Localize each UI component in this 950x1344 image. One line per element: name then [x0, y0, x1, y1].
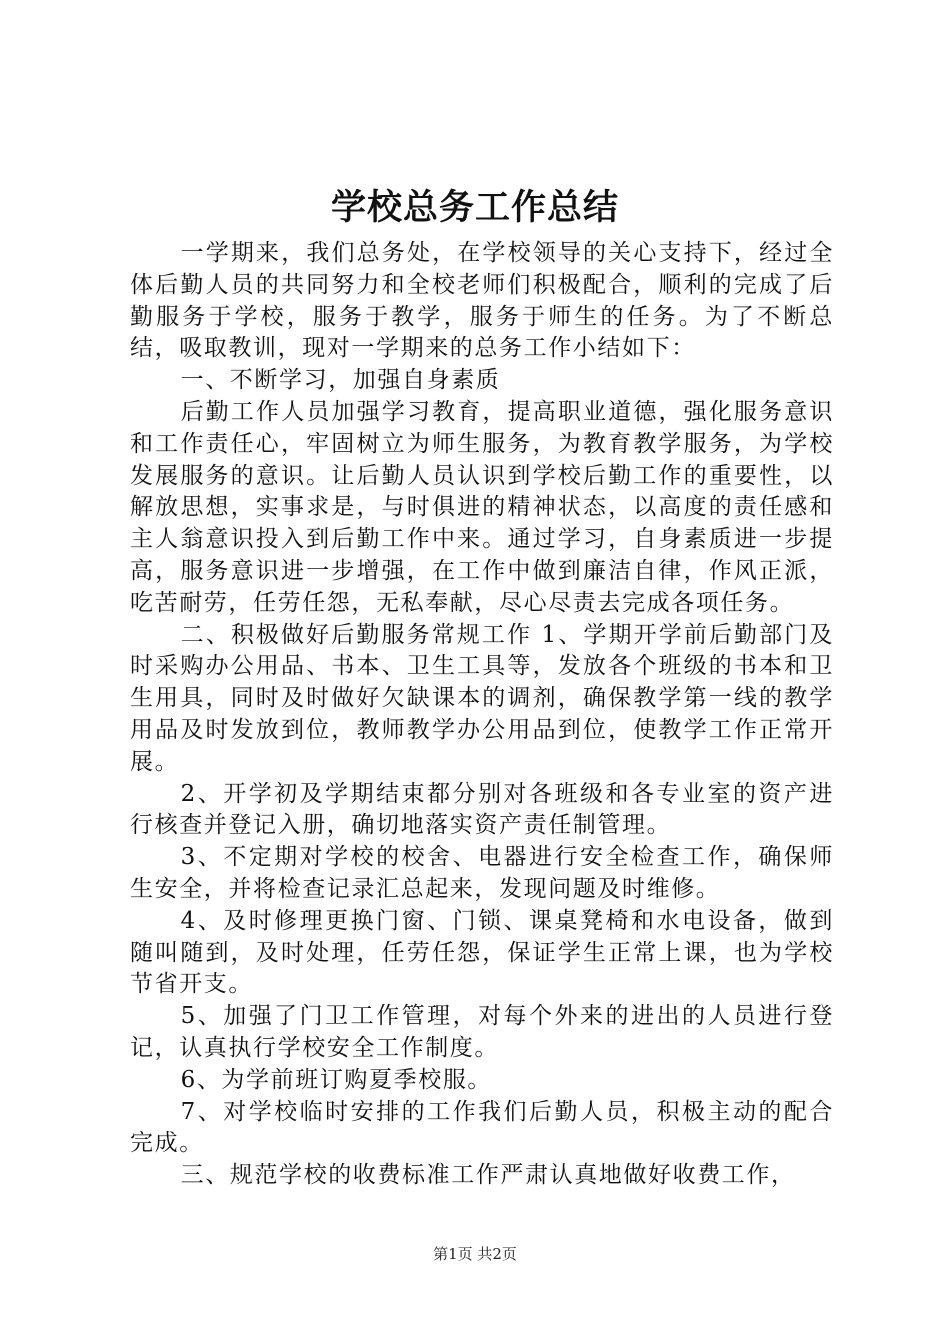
paragraph-item-4: 4、及时修理更换门窗、门锁、课桌凳椅和水电设备，做到随叫随到，及时处理，任劳任怨，保证学生正常上课，也为学校节省开支。	[130, 907, 834, 998]
section-heading-1: 一、不断学习，加强自身素质	[180, 367, 501, 394]
paragraph-item-2: 2、开学初及学期结束都分别对各班级和各专业室的资产进行核查并登记入册，确切地落实资产责任制管理。	[130, 780, 834, 839]
paragraph-intro: 一学期来，我们总务处，在学校领导的关心支持下，经过全体后勤人员的共同努力和全校老师们积极配合，顺利的完成了后勤服务于学校，服务于教学，服务于师生的任务。为了不断总结，吸取教训，现对一学期来的总务工作小结如下：	[130, 240, 834, 362]
paragraph-section-3: 三、规范学校的收费标准工作严肃认真地做好收费工作，	[180, 1162, 796, 1189]
paragraph-section-1: 后勤工作人员加强学习教育，提高职业道德，强化服务意识和工作责任心，牢固树立为师生服务，为教育教学服务，为学校发展服务的意识。让后勤人员认识到学校后勤工作的重要性，以解放思想，实事求是，与时俱进的精神状态，以高度的责任感和主人翁意识投入到后勤工作中来。通过学习，自身素质进一步提高，服务意识进一步增强，在工作中做到廉洁自律，作风正派，吃苦耐劳，任劳任怨，无私奉献，尽心尽责去完成各项任务。	[130, 398, 834, 616]
paragraph-item-7: 7、对学校临时安排的工作我们后勤人员，积极主动的配合完成。	[130, 1098, 834, 1157]
page-number-footer: 第1页 共2页	[433, 1245, 517, 1263]
document-body	[130, 238, 834, 1192]
paragraph-item-3: 3、不定期对学校的校舍、电器进行安全检查工作，确保师生安全，并将检查记录汇总起来，发现问题及时维修。	[130, 844, 834, 902]
paragraph-item-5: 5、加强了门卫工作管理，对每个外来的进出的人员进行登记，认真执行学校安全工作制度。	[130, 1003, 834, 1061]
paragraph-item-6: 6、为学前班订购夏季校服。	[180, 1066, 493, 1093]
paragraph-section-2-item-1: 二、积极做好后勤服务常规工作 1、学期开学前后勤部门及时采购办公用品、书本、卫生工具等，发放各个班级的书本和卫生用具，同时及时做好欠缺课本的调剂，确保教学第一线的教学用品及时发放到位，教师教学办公用品到位，使教学工作正常开展。	[130, 621, 834, 775]
document-title: 学校总务工作总结	[330, 187, 619, 228]
